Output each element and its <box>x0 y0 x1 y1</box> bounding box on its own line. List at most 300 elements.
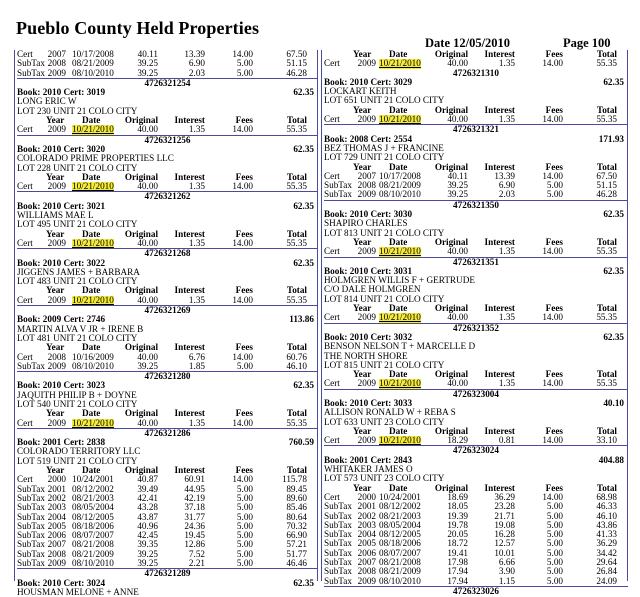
row-interest: 36.29 <box>494 491 515 502</box>
tax-row <box>17 296 318 305</box>
col-year: Year <box>353 369 372 380</box>
row-original: 19.39 <box>447 510 468 521</box>
row-fees: 5.00 <box>546 180 563 191</box>
book-cert: Book: 2010 Cert: 3032 <box>324 331 413 342</box>
col-total: Total <box>286 171 307 182</box>
row-original: 39.25 <box>137 67 158 78</box>
amount-due: 62.35 <box>293 200 314 211</box>
col-interest: Interest <box>484 369 515 380</box>
row-year: 2009 <box>47 124 66 135</box>
book-cert: Book: 2008 Cert: 2554 <box>324 133 413 144</box>
row-type: Cert <box>324 58 340 69</box>
row-type: Cert <box>324 312 340 323</box>
row-interest: 44.95 <box>184 483 205 494</box>
amount-due: 171.93 <box>598 133 624 144</box>
row-date: 10/21/2010 <box>379 312 421 323</box>
tax-row <box>324 115 628 124</box>
row-interest: 60.91 <box>184 474 205 485</box>
row-type: SubTax <box>324 501 352 512</box>
book-cert: Book: 2001 Cert: 2843 <box>324 454 413 465</box>
row-total: 41.33 <box>596 529 617 540</box>
row-total: 66.90 <box>286 530 307 541</box>
book-cert: Book: 2009 Cert: 2746 <box>17 314 106 325</box>
col-original: Original <box>434 425 468 436</box>
row-date: 08/12/2005 <box>72 511 114 522</box>
tax-row <box>17 362 318 371</box>
row-date: 10/21/2010 <box>72 237 114 248</box>
row-type: SubTax <box>17 548 45 559</box>
row-interest: 10.01 <box>494 547 515 558</box>
col-date: Date <box>389 369 408 380</box>
col-interest: Interest <box>174 465 205 476</box>
row-fees: 5.00 <box>546 575 563 586</box>
row-interest: 23.28 <box>494 501 515 512</box>
amount-due: 62.35 <box>603 331 624 342</box>
row-total: 46.28 <box>286 67 307 78</box>
row-total: 68.98 <box>596 491 617 502</box>
row-interest: 3.90 <box>498 566 515 577</box>
amount-due: 62.35 <box>293 87 314 98</box>
row-interest: 6.66 <box>498 557 515 568</box>
row-date: 08/21/2003 <box>379 510 421 521</box>
tax-row <box>324 190 628 199</box>
row-interest: 13.39 <box>184 49 205 59</box>
owner-legal-line: BENSON NELSON T + MARCELLE D <box>324 341 476 352</box>
owner-legal-line: COLORADO PRIME PROPERTIES LLC <box>17 153 174 164</box>
row-year: 2006 <box>357 547 376 558</box>
row-type: SubTax <box>17 520 45 531</box>
row-date: 08/21/2008 <box>379 557 421 568</box>
row-type: SubTax <box>324 557 352 568</box>
owner-legal-line: LOT 814 UNIT 21 COLO CITY <box>324 293 445 304</box>
parcel-id: 4726321352 <box>453 322 499 333</box>
row-type: Cert <box>324 491 340 502</box>
col-original: Original <box>124 171 158 182</box>
row-total: 55.35 <box>286 124 307 135</box>
row-original: 40.00 <box>137 417 158 428</box>
col-interest: Interest <box>484 303 515 314</box>
row-year: 2007 <box>47 539 66 550</box>
col-date: Date <box>82 342 101 353</box>
row-total: 51.15 <box>286 58 307 69</box>
parcel-id: 4726321310 <box>453 67 499 78</box>
col-fees: Fees <box>545 482 563 493</box>
col-interest: Interest <box>174 115 205 126</box>
row-type: SubTax <box>324 519 352 530</box>
row-date: 10/21/2010 <box>72 417 114 428</box>
tax-row <box>324 247 628 256</box>
row-year: 2002 <box>357 510 376 521</box>
row-interest: 2.21 <box>188 558 205 569</box>
row-date: 10/21/2010 <box>379 58 421 69</box>
row-original: 20.05 <box>447 529 468 540</box>
tax-row <box>17 419 318 428</box>
row-date: 08/10/2010 <box>72 67 114 78</box>
col-year: Year <box>46 171 65 182</box>
row-fees: 14.00 <box>232 351 253 362</box>
tax-row <box>17 239 318 248</box>
row-original: 40.00 <box>447 114 468 125</box>
row-year: 2005 <box>47 520 66 531</box>
col-total: Total <box>286 342 307 353</box>
book-cert: Book: 2010 Cert: 3021 <box>17 200 106 211</box>
amount-due: 62.35 <box>603 209 624 220</box>
row-year: 2008 <box>357 180 376 191</box>
col-total: Total <box>596 482 617 493</box>
row-fees: 5.00 <box>546 519 563 530</box>
row-fees: 14.00 <box>542 170 563 181</box>
row-interest: 13.39 <box>494 170 515 181</box>
parcel-id: 4726321254 <box>144 77 191 88</box>
col-date: Date <box>389 236 408 247</box>
row-interest: 12.86 <box>184 539 205 550</box>
col-fees: Fees <box>545 303 563 314</box>
col-year: Year <box>353 482 372 493</box>
row-year: 2000 <box>47 474 66 485</box>
row-original: 40.11 <box>137 49 158 59</box>
row-date: 10/21/2010 <box>72 124 114 135</box>
row-year: 2009 <box>47 417 66 428</box>
col-interest: Interest <box>174 228 205 239</box>
row-year: 2009 <box>357 435 376 446</box>
owner-legal-line: LOT 230 UNIT 21 COLO CITY <box>17 105 138 116</box>
col-total: Total <box>286 465 307 476</box>
row-year: 2009 <box>357 189 376 200</box>
col-original: Original <box>434 236 468 247</box>
col-total: Total <box>596 49 617 59</box>
row-fees: 14.00 <box>232 124 253 135</box>
row-date: 08/21/2009 <box>379 180 421 191</box>
row-fees: 5.00 <box>546 538 563 549</box>
row-original: 40.00 <box>137 181 158 192</box>
amount-due: 40.10 <box>603 397 624 408</box>
col-date: Date <box>82 408 101 419</box>
parcel-id: 4726321351 <box>453 256 499 267</box>
row-original: 40.96 <box>137 520 158 531</box>
row-total: 29.64 <box>596 557 617 568</box>
col-fees: Fees <box>545 369 563 380</box>
row-date: 10/21/2010 <box>72 294 114 305</box>
tax-row <box>324 313 628 322</box>
tax-row <box>324 577 628 586</box>
row-date: 08/21/2008 <box>72 539 114 550</box>
row-fees: 5.00 <box>546 501 563 512</box>
row-original: 40.00 <box>137 124 158 135</box>
row-fees: 14.00 <box>232 294 253 305</box>
row-total: 70.32 <box>286 520 307 531</box>
report-date: Date 12/05/2010 <box>425 36 511 50</box>
col-year: Year <box>353 161 372 172</box>
row-date: 08/10/2010 <box>379 575 421 586</box>
row-fees: 5.00 <box>546 529 563 540</box>
row-fees: 5.00 <box>546 510 563 521</box>
row-fees: 5.00 <box>236 520 253 531</box>
row-total: 51.15 <box>596 180 617 191</box>
owner-legal-line: HOUSMAN MELONE + ANNE <box>17 586 139 597</box>
row-total: 55.35 <box>286 181 307 192</box>
row-year: 2007 <box>357 170 376 181</box>
left-column-records <box>17 50 318 597</box>
row-type: Cert <box>324 114 340 125</box>
row-type: Cert <box>17 237 33 248</box>
row-year: 2009 <box>47 294 66 305</box>
row-year: 2009 <box>47 181 66 192</box>
col-year: Year <box>353 236 372 247</box>
row-total: 89.60 <box>286 492 307 503</box>
row-interest: 1.35 <box>498 246 515 257</box>
owner-legal-line: LOT 633 UNIT 23 COLO CITY <box>324 416 445 427</box>
row-fees: 14.00 <box>542 58 563 69</box>
col-fees: Fees <box>235 285 253 296</box>
row-fees: 14.00 <box>542 312 563 323</box>
col-original: Original <box>434 303 468 314</box>
row-type: Cert <box>17 474 33 485</box>
row-fees: 14.00 <box>542 114 563 125</box>
owner-legal-line: THE NORTH SHORE <box>324 350 408 361</box>
book-cert: Book: 2010 Cert: 3029 <box>324 76 413 87</box>
row-total: 55.35 <box>286 294 307 305</box>
book-cert: Book: 2010 Cert: 3024 <box>17 577 106 588</box>
tax-row <box>17 125 318 134</box>
col-year: Year <box>46 342 65 353</box>
col-year: Year <box>353 49 372 59</box>
row-original: 18.05 <box>447 501 468 512</box>
col-interest: Interest <box>174 408 205 419</box>
row-interest: 1.35 <box>498 312 515 323</box>
row-interest: 19.08 <box>494 519 515 530</box>
tax-row <box>324 436 628 445</box>
row-fees: 5.00 <box>546 557 563 568</box>
row-interest: 1.35 <box>188 237 205 248</box>
row-interest: 31.77 <box>184 511 205 522</box>
owner-legal-line: JIGGENS JAMES + BARBARA <box>17 266 140 277</box>
row-fees: 14.00 <box>542 246 563 257</box>
col-fees: Fees <box>545 236 563 247</box>
row-fees: 14.00 <box>232 474 253 485</box>
right-column <box>321 49 628 596</box>
row-fees: 5.00 <box>546 566 563 577</box>
row-type: SubTax <box>324 566 352 577</box>
row-type: Cert <box>324 435 340 446</box>
row-original: 40.11 <box>447 170 468 181</box>
row-date: 10/21/2010 <box>379 435 421 446</box>
col-date: Date <box>82 171 101 182</box>
row-original: 40.00 <box>447 378 468 389</box>
row-date: 10/24/2001 <box>72 474 114 485</box>
row-interest: 42.19 <box>184 492 205 503</box>
col-total: Total <box>596 369 617 380</box>
row-year: 2009 <box>357 246 376 257</box>
row-fees: 5.00 <box>236 360 253 371</box>
row-type: Cert <box>17 181 33 192</box>
row-total: 55.35 <box>286 417 307 428</box>
col-total: Total <box>286 285 307 296</box>
row-type: SubTax <box>324 547 352 558</box>
col-date: Date <box>389 104 408 115</box>
col-fees: Fees <box>235 115 253 126</box>
owner-legal-line: LOT 483 UNIT 21 COLO CITY <box>17 276 138 287</box>
amount-due: 113.86 <box>289 314 314 325</box>
row-total: 67.50 <box>286 49 307 59</box>
row-year: 2004 <box>357 529 376 540</box>
row-year: 2009 <box>357 58 376 69</box>
col-interest: Interest <box>174 171 205 182</box>
row-original: 43.87 <box>137 511 158 522</box>
row-date: 08/21/2009 <box>379 566 421 577</box>
row-type: Cert <box>324 378 340 389</box>
row-total: 55.35 <box>286 237 307 248</box>
row-original: 40.00 <box>447 58 468 69</box>
row-interest: 6.76 <box>188 351 205 362</box>
row-fees: 5.00 <box>236 502 253 513</box>
parcel-id: 4726323024 <box>453 445 499 456</box>
row-date: 10/24/2001 <box>379 491 421 502</box>
col-date: Date <box>82 285 101 296</box>
col-fees: Fees <box>235 171 253 182</box>
row-type: SubTax <box>17 530 45 541</box>
row-original: 39.25 <box>137 58 158 69</box>
row-year: 2009 <box>47 67 66 78</box>
row-total: 57.21 <box>286 539 307 550</box>
row-total: 46.10 <box>286 360 307 371</box>
book-cert: Book: 2001 Cert: 2838 <box>17 437 106 448</box>
row-original: 40.00 <box>447 246 468 257</box>
tax-row <box>17 182 318 191</box>
row-original: 40.00 <box>447 312 468 323</box>
row-type: SubTax <box>17 539 45 550</box>
col-total: Total <box>596 236 617 247</box>
col-total: Total <box>596 104 617 115</box>
owner-legal-line: LOT 540 UNIT 21 COLO CITY <box>17 398 138 409</box>
owner-legal-line: LOT 228 UNIT 21 COLO CITY <box>17 162 138 173</box>
owner-legal-line: LOT 651 UNIT 21 COLO CITY <box>324 95 445 106</box>
row-fees: 14.00 <box>542 378 563 389</box>
row-type: SubTax <box>17 483 45 494</box>
book-cert: Book: 2010 Cert: 3033 <box>324 397 413 408</box>
col-interest: Interest <box>484 49 515 59</box>
tax-row <box>324 379 628 388</box>
row-year: 2009 <box>47 360 66 371</box>
row-type: SubTax <box>324 529 352 540</box>
row-date: 08/07/2007 <box>72 530 114 541</box>
row-year: 2009 <box>47 237 66 248</box>
row-type: Cert <box>324 170 340 181</box>
row-original: 39.25 <box>137 548 158 559</box>
row-year: 2008 <box>47 548 66 559</box>
owner-legal-line: LOT 519 UNIT 21 COLO CITY <box>17 455 138 466</box>
row-fees: 5.00 <box>236 539 253 550</box>
row-date: 08/18/2006 <box>72 520 114 531</box>
owner-legal-line: LOT 495 UNIT 21 COLO CITY <box>17 219 138 230</box>
tax-row <box>17 69 318 78</box>
book-cert: Book: 2010 Cert: 3023 <box>17 380 106 391</box>
col-date: Date <box>82 228 101 239</box>
col-fees: Fees <box>545 161 563 172</box>
row-year: 2002 <box>47 492 66 503</box>
row-fees: 14.00 <box>232 237 253 248</box>
col-original: Original <box>124 465 158 476</box>
row-year: 2007 <box>47 49 66 59</box>
row-original: 43.28 <box>137 502 158 513</box>
owner-legal-line: WHITAKER JAMES O <box>324 464 413 475</box>
row-date: 10/17/2008 <box>72 49 114 59</box>
row-fees: 5.00 <box>236 492 253 503</box>
row-interest: 6.90 <box>188 58 205 69</box>
row-original: 17.94 <box>447 566 468 577</box>
amount-due: 62.35 <box>293 257 314 268</box>
col-original: Original <box>434 482 468 493</box>
parcel-id: 4726321289 <box>144 568 191 579</box>
amount-due: 62.35 <box>293 577 314 588</box>
col-total: Total <box>286 228 307 239</box>
owner-legal-line: COLORADO TERRITORY LLC <box>17 446 141 457</box>
col-fees: Fees <box>545 49 563 59</box>
parcel-id: 4726321256 <box>144 134 191 145</box>
col-original: Original <box>434 49 468 59</box>
row-total: 43.86 <box>596 519 617 530</box>
col-fees: Fees <box>235 465 253 476</box>
row-date: 10/16/2009 <box>72 351 114 362</box>
row-fees: 5.00 <box>236 548 253 559</box>
row-original: 17.98 <box>447 557 468 568</box>
row-year: 2000 <box>357 491 376 502</box>
row-date: 10/21/2010 <box>379 246 421 257</box>
row-year: 2008 <box>47 351 66 362</box>
col-fees: Fees <box>235 228 253 239</box>
col-interest: Interest <box>484 482 515 493</box>
row-total: 51.77 <box>286 548 307 559</box>
owner-legal-line: HOLMGREN WILLIS F + GERTRUDE <box>324 275 475 286</box>
row-date: 10/21/2010 <box>379 378 421 389</box>
row-total: 55.35 <box>596 378 617 389</box>
row-type: SubTax <box>324 575 352 586</box>
row-interest: 2.03 <box>498 189 515 200</box>
row-year: 2007 <box>357 557 376 568</box>
row-type: SubTax <box>17 511 45 522</box>
row-date: 10/21/2010 <box>379 114 421 125</box>
row-type: SubTax <box>17 502 45 513</box>
row-fees: 14.00 <box>232 181 253 192</box>
row-date: 08/10/2010 <box>72 360 114 371</box>
col-interest: Interest <box>484 161 515 172</box>
column-divider <box>317 50 318 581</box>
row-type: SubTax <box>324 189 352 200</box>
owner-legal-line: LONG ERIC W <box>17 96 77 107</box>
row-interest: 1.35 <box>498 378 515 389</box>
row-fees: 5.00 <box>236 511 253 522</box>
book-cert: Book: 2010 Cert: 3031 <box>324 265 413 276</box>
col-year: Year <box>353 425 372 436</box>
row-year: 2004 <box>47 511 66 522</box>
col-original: Original <box>124 115 158 126</box>
row-type: SubTax <box>324 180 352 191</box>
row-year: 2009 <box>357 312 376 323</box>
col-date: Date <box>82 115 101 126</box>
row-interest: 6.90 <box>498 180 515 191</box>
row-interest: 1.35 <box>188 294 205 305</box>
col-date: Date <box>389 425 408 436</box>
row-interest: 1.35 <box>188 417 205 428</box>
row-total: 46.28 <box>596 189 617 200</box>
tax-row <box>17 559 318 568</box>
row-year: 2003 <box>357 519 376 530</box>
col-fees: Fees <box>545 425 563 436</box>
row-original: 42.41 <box>137 492 158 503</box>
parcel-id: 4726323026 <box>453 585 499 596</box>
col-original: Original <box>124 342 158 353</box>
row-total: 46.46 <box>286 558 307 569</box>
row-total: 34.42 <box>596 547 617 558</box>
